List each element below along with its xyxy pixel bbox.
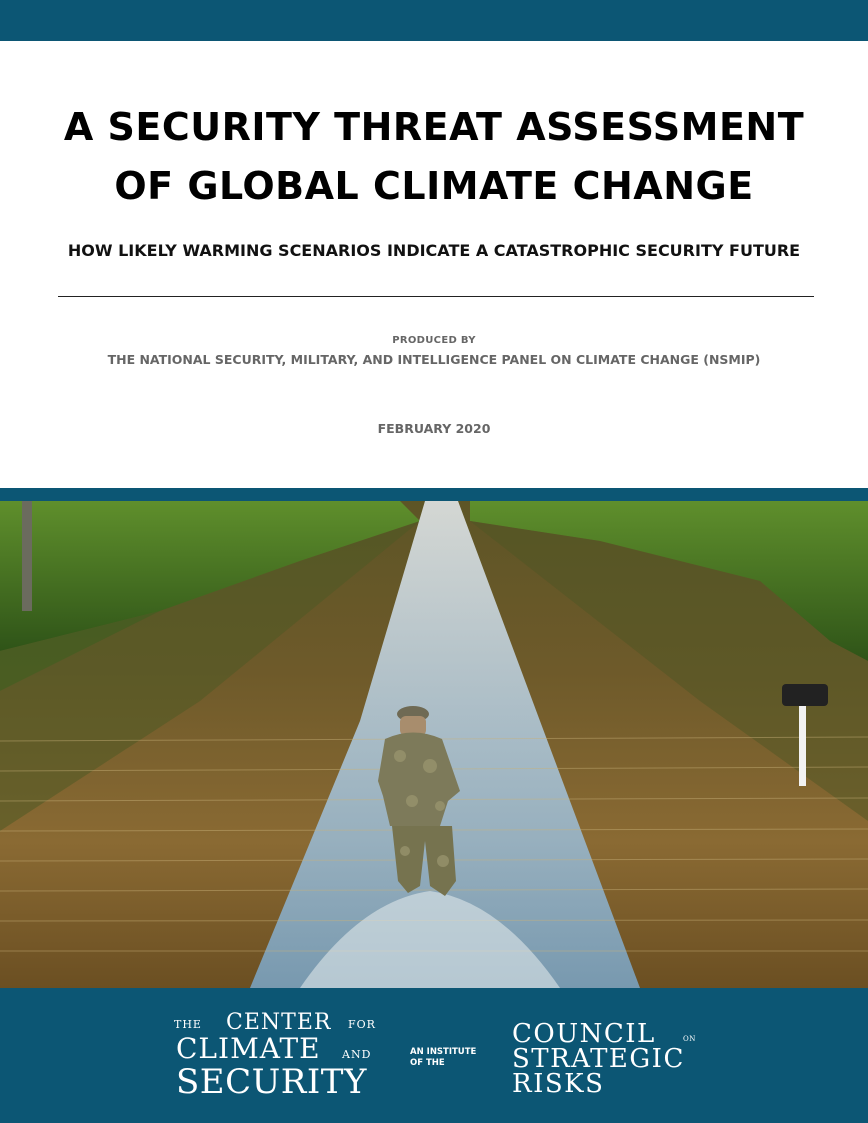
institute-text-line1: AN INSTITUTE xyxy=(410,1047,477,1057)
institute-text xyxy=(410,1047,476,1069)
footer-banner xyxy=(0,988,868,1123)
csr-logo-council: COUNCIL xyxy=(512,1019,656,1049)
photo-top-banner xyxy=(0,488,868,501)
ccs-logo-climate: CLIMATE xyxy=(176,1032,321,1065)
ccs-logo-for: FOR xyxy=(348,1018,376,1031)
report-subtitle: HOW LIKELY WARMING SCENARIOS INDICATE A CATASTROPHIC SECURITY FUTURE xyxy=(67,241,801,260)
ccs-logo-and: AND xyxy=(342,1048,372,1061)
report-title-line2: OF GLOBAL CLIMATE CHANGE xyxy=(114,164,754,208)
csr-logo-on: ON xyxy=(683,1035,696,1043)
cover-photo-flooded-road xyxy=(0,501,868,988)
produced-by-label: PRODUCED BY xyxy=(392,335,476,346)
top-banner xyxy=(0,0,868,41)
report-title-line1: A SECURITY THREAT ASSESSMENT xyxy=(63,105,805,149)
ccs-logo-security: SECURITY xyxy=(176,1062,367,1102)
ccs-logo-center: CENTER xyxy=(226,1010,332,1035)
csr-logo-strategic: STRATEGIC xyxy=(512,1044,685,1074)
ccs-logo-the: THE xyxy=(174,1018,202,1031)
publication-date: FEBRUARY 2020 xyxy=(377,421,491,436)
institute-text-line2: OF THE xyxy=(410,1058,445,1068)
producer-name: THE NATIONAL SECURITY, MILITARY, AND INTELLIGENCE PANEL ON CLIMATE CHANGE (NSMIP) xyxy=(107,352,761,367)
csr-logo-risks: RISKS xyxy=(512,1069,605,1099)
divider-rule xyxy=(58,296,814,297)
